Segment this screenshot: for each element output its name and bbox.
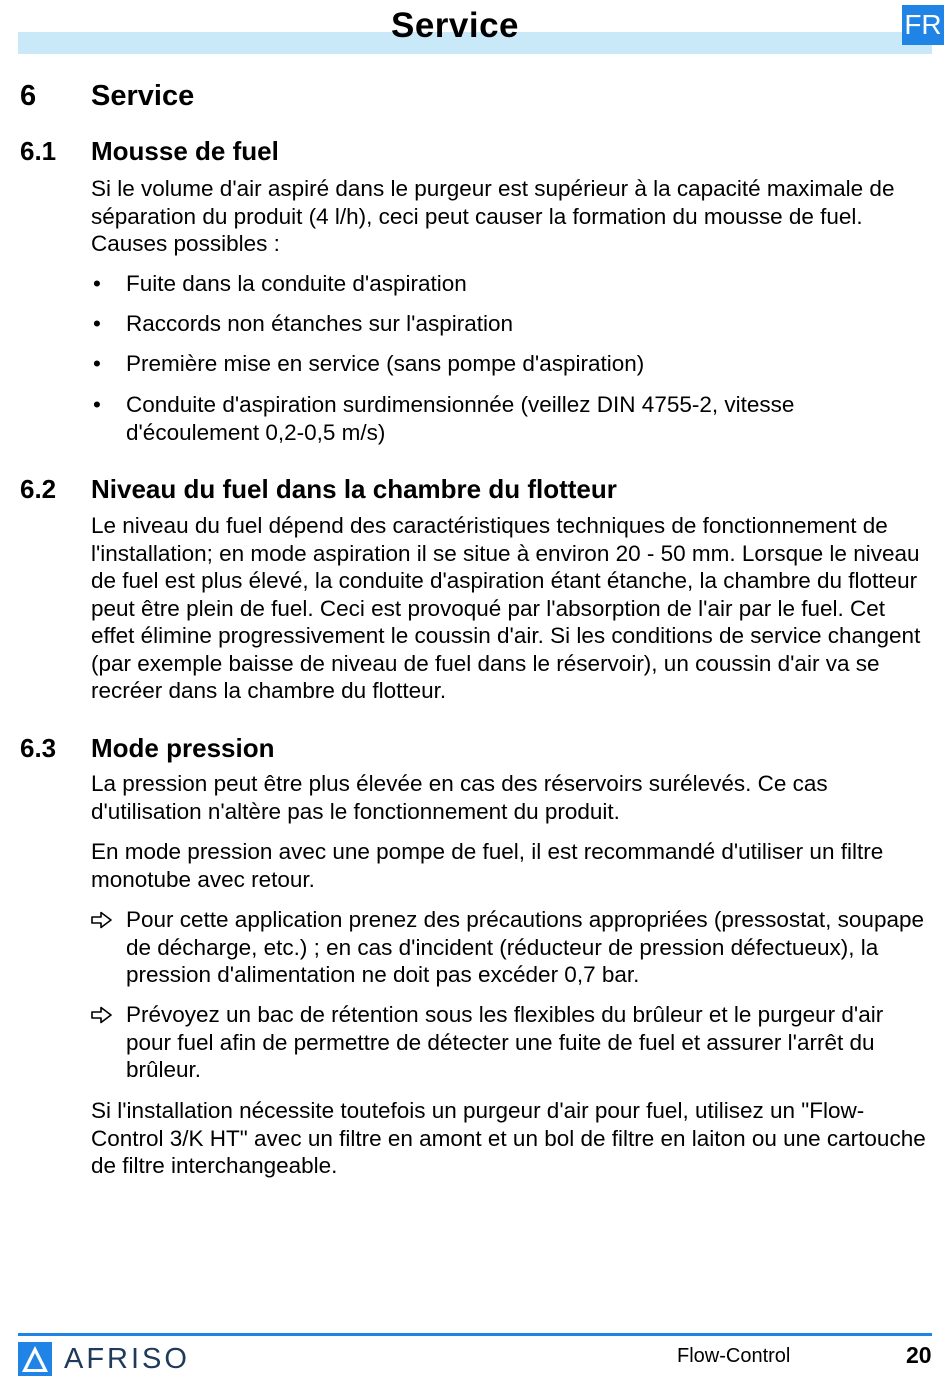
list-item bbox=[91, 350, 931, 378]
page-header-title: Service bbox=[390, 6, 520, 45]
section-number: 6 bbox=[20, 80, 37, 112]
list-item-text: Raccords non étanches sur l'aspiration bbox=[126, 311, 514, 336]
bullet-icon: • bbox=[93, 311, 101, 336]
list-item-text: Fuite dans la conduite d'aspiration bbox=[126, 271, 467, 296]
section-title: Mode pression bbox=[91, 733, 275, 763]
section-number: 6.3 bbox=[20, 733, 57, 763]
section-6-1-heading bbox=[20, 136, 279, 167]
section-6-3-paragraph-2: En mode pression avec une pompe de fuel, il est recommandé d'utiliser un filtre monotube avec retour. bbox=[91, 839, 884, 892]
bullet-icon: • bbox=[93, 351, 101, 376]
section-6-1-intro: Si le volume d'air aspiré dans le purgeur est supérieur à la capacité maximale de séparation du produit (4 l/h), ceci peut causer la formation du mousse de fuel. Causes possibles : bbox=[91, 176, 895, 256]
page-number: 20 bbox=[906, 1342, 932, 1368]
action-item-text: Prévoyez un bac de rétention sous les flexibles du brûleur et le purgeur d'air pour fuel afin de permettre de détecter une fuite de fuel et assurer l'arrêt du brûleur. bbox=[126, 1002, 884, 1082]
action-item bbox=[91, 1001, 931, 1084]
section-number: 6.2 bbox=[20, 474, 57, 504]
arrow-right-outline-icon bbox=[91, 908, 113, 936]
section-6-2-body: Le niveau du fuel dépend des caractéristiques techniques de fonctionnement de l'installation; en mode aspiration il se situe à environ 20 - 50 mm. Lorsque le niveau de fuel est plus élevé, la conduite d'aspiration étant étanche, la chambre du flotteur peut être plein de fuel. Ceci est provoqué par l'absorption de l'air par le fuel. Cet effet élimine progressivement le coussin d'air. Si les conditions de service changent (par exemple baisse de niveau de fuel dans le réservoir), un coussin d'air va se recréer dans la chambre du flotteur. bbox=[91, 513, 921, 703]
section-title: Niveau du fuel dans la chambre du flotteur bbox=[91, 474, 617, 504]
section-6-2-heading bbox=[20, 474, 617, 505]
section-6-3-heading bbox=[20, 733, 274, 764]
action-item bbox=[91, 906, 931, 989]
bullet-icon: • bbox=[93, 392, 101, 417]
section-number: 6.1 bbox=[20, 136, 57, 166]
section-title: Mousse de fuel bbox=[91, 136, 279, 166]
afriso-triangle-logo-icon bbox=[18, 1342, 52, 1376]
language-badge: FR bbox=[902, 5, 944, 45]
list-item-text: Première mise en service (sans pompe d'aspiration) bbox=[126, 351, 645, 376]
section-6-3-paragraph-1: La pression peut être plus élevée en cas des réservoirs surélevés. Ce cas d'utilisation n'altère pas le fonctionnement du produit. bbox=[91, 771, 828, 824]
arrow-right-outline-icon bbox=[91, 1003, 113, 1031]
section-6-heading bbox=[20, 80, 194, 113]
bullet-icon: • bbox=[93, 271, 101, 296]
list-item bbox=[91, 391, 911, 446]
footer-divider bbox=[18, 1333, 932, 1336]
footer-product-name: Flow-Control bbox=[677, 1345, 791, 1367]
list-item-text: Conduite d'aspiration surdimensionnée (veillez DIN 4755-2, vitesse d'écoulement 0,2-0,5 m/s) bbox=[126, 392, 795, 445]
brand-logo-text: AFRISO bbox=[64, 1343, 190, 1375]
list-item bbox=[91, 310, 931, 338]
section-title: Service bbox=[91, 80, 195, 112]
action-item-text: Pour cette application prenez des précautions appropriées (pressostat, soupape de décharge, etc.) ; en cas d'incident (réducteur de pression défectueux), la pression d'alimentation ne doit pas excéder 0,7 bar. bbox=[126, 907, 924, 987]
list-item bbox=[91, 270, 931, 298]
section-6-3-paragraph-3: Si l'installation nécessite toutefois un purgeur d'air pour fuel, utilisez un "Flow-Control 3/K HT" avec un filtre en amont et un bol de filtre en laiton ou une cartouche de filtre interchangeable. bbox=[91, 1098, 926, 1178]
